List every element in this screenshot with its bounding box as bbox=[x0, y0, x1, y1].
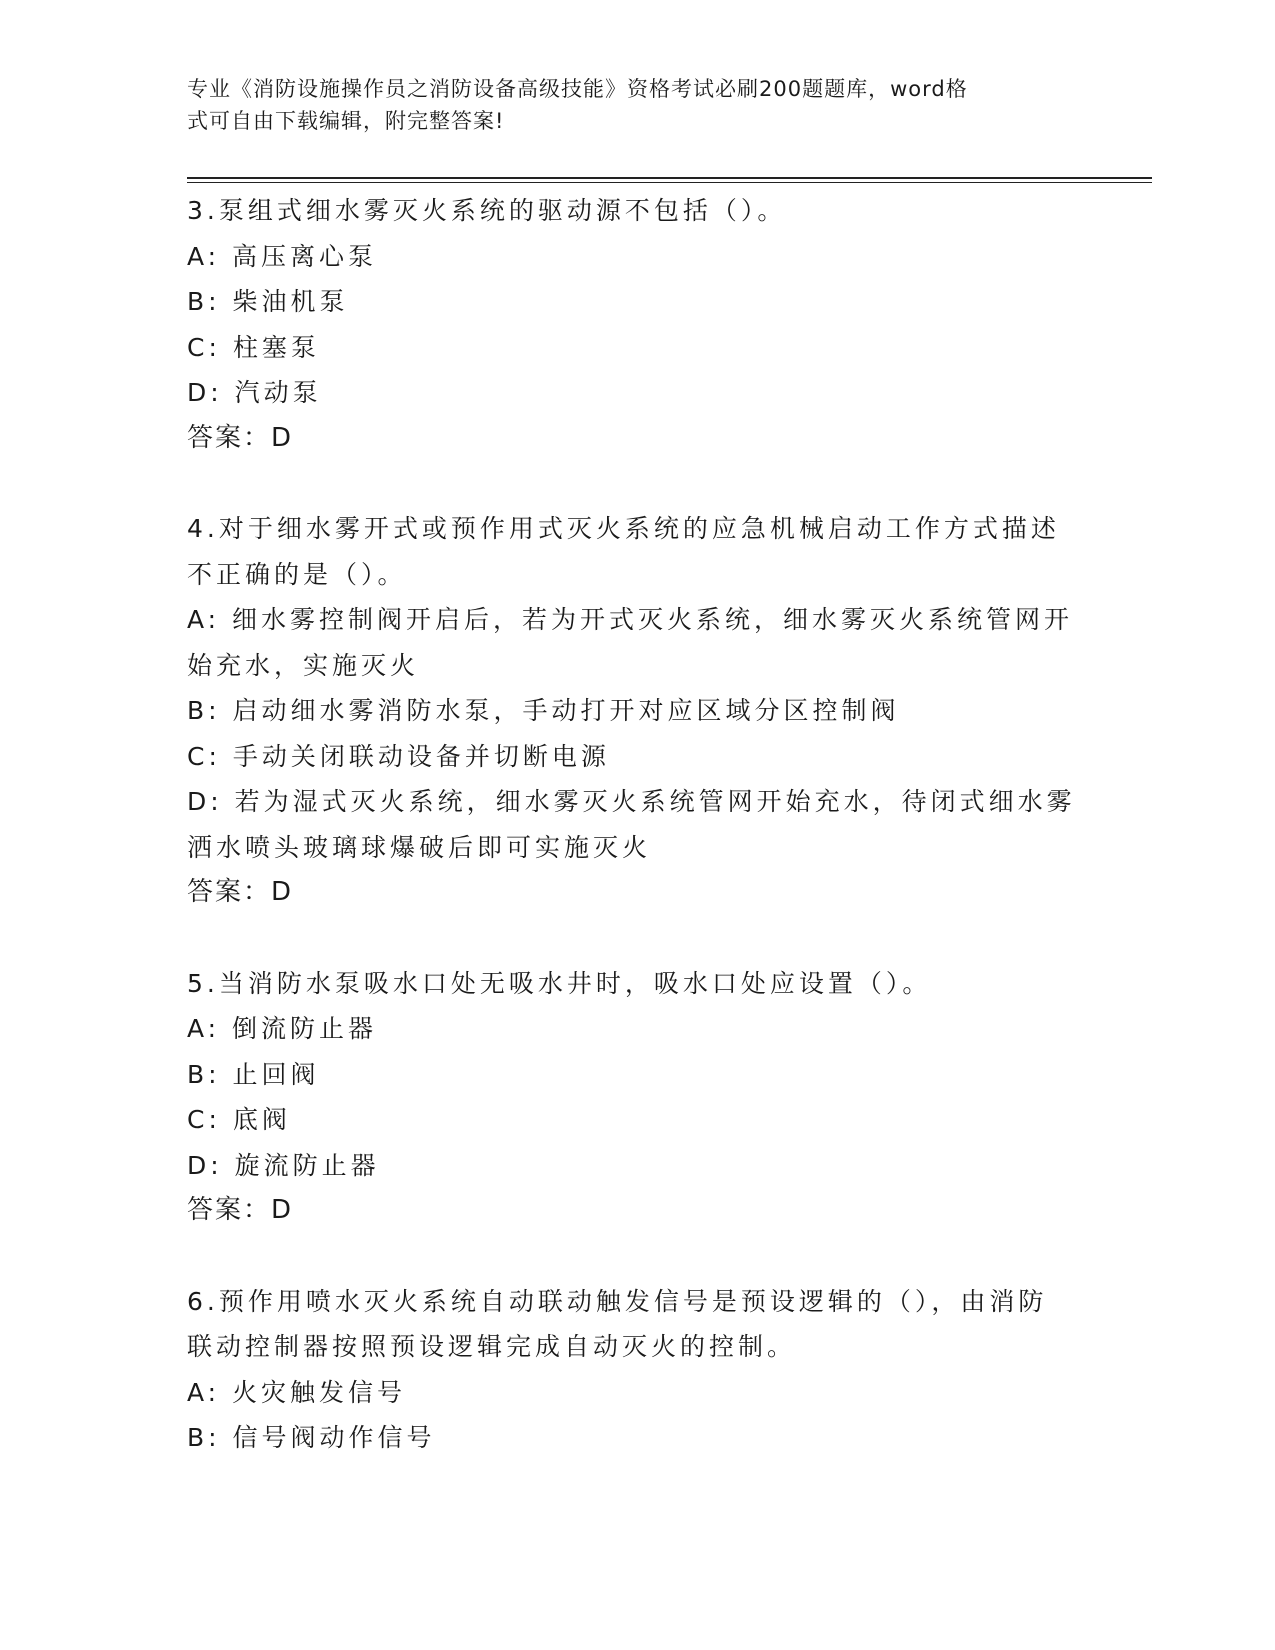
question-text-continued: 不正确的是（）。 bbox=[187, 559, 407, 589]
question-list bbox=[187, 188, 1087, 1461]
option-b: B: 信号阀动作信号 bbox=[187, 1423, 436, 1452]
question-text: 6.预作用喷水灭火系统自动联动触发信号是预设逻辑的（），由消防 bbox=[187, 1286, 1048, 1316]
question-text: 4.对于细水雾开式或预作用式灭火系统的应急机械启动工作方式描述 bbox=[187, 514, 1060, 543]
question-text: 5.当消防水泵吸水口处无吸水井时，吸水口处应设置（）。 bbox=[187, 968, 932, 998]
option-a-continued: 始充水，实施灭火 bbox=[187, 650, 420, 680]
option-d: D: 旋流防止器 bbox=[187, 1150, 380, 1180]
answer-text: 答案：D bbox=[187, 1195, 294, 1225]
question-spacer bbox=[187, 461, 1087, 506]
option-b: B: 启动细水雾消防水泵，手动打开对应区域分区控制阀 bbox=[187, 696, 900, 725]
option-d-continued: 洒水喷头玻璃球爆破后即可实施灭火 bbox=[187, 832, 652, 862]
header-rule-thin bbox=[187, 182, 1152, 183]
option-c: C: 柱塞泵 bbox=[187, 332, 320, 362]
answer-text: 答案：D bbox=[187, 877, 294, 907]
header-line-2: 式可自由下载编辑，附完整答案! bbox=[187, 109, 505, 133]
option-a: A: 倒流防止器 bbox=[187, 1014, 378, 1043]
option-d: D: 汽动泵 bbox=[187, 378, 322, 407]
question-spacer bbox=[187, 1234, 1087, 1279]
option-a: A: 高压离心泵 bbox=[187, 241, 378, 271]
question-block bbox=[187, 188, 1087, 461]
option-d: D: 若为湿式灭火系统，细水雾灭火系统管网开始充水，待闭式细水雾 bbox=[187, 787, 1076, 816]
header-line-1: 专业《消防设施操作员之消防设备高级技能》资格考试必刷200题题库，word格 bbox=[187, 77, 968, 101]
option-a: A: 细水雾控制阀开启后，若为开式灭火系统，细水雾灭火系统管网开 bbox=[187, 605, 1074, 634]
question-spacer bbox=[187, 916, 1087, 961]
question-text: 3.泵组式细水雾灭火系统的驱动源不包括（）。 bbox=[187, 196, 787, 225]
header-rule-thick bbox=[187, 177, 1152, 179]
answer-text: 答案：D bbox=[187, 422, 294, 453]
option-a: A: 火灾触发信号 bbox=[187, 1377, 407, 1407]
question-block bbox=[187, 961, 1087, 1234]
question-block bbox=[187, 506, 1087, 916]
question-text-continued: 联动控制器按照预设逻辑完成自动灭火的控制。 bbox=[187, 1332, 797, 1361]
option-c: C: 底阀 bbox=[187, 1105, 291, 1134]
option-b: B: 止回阀 bbox=[187, 1059, 320, 1089]
document-header bbox=[187, 73, 1067, 137]
option-c: C: 手动关闭联动设备并切断电源 bbox=[187, 741, 610, 771]
option-b: B: 柴油机泵 bbox=[187, 287, 349, 316]
question-block bbox=[187, 1279, 1087, 1461]
